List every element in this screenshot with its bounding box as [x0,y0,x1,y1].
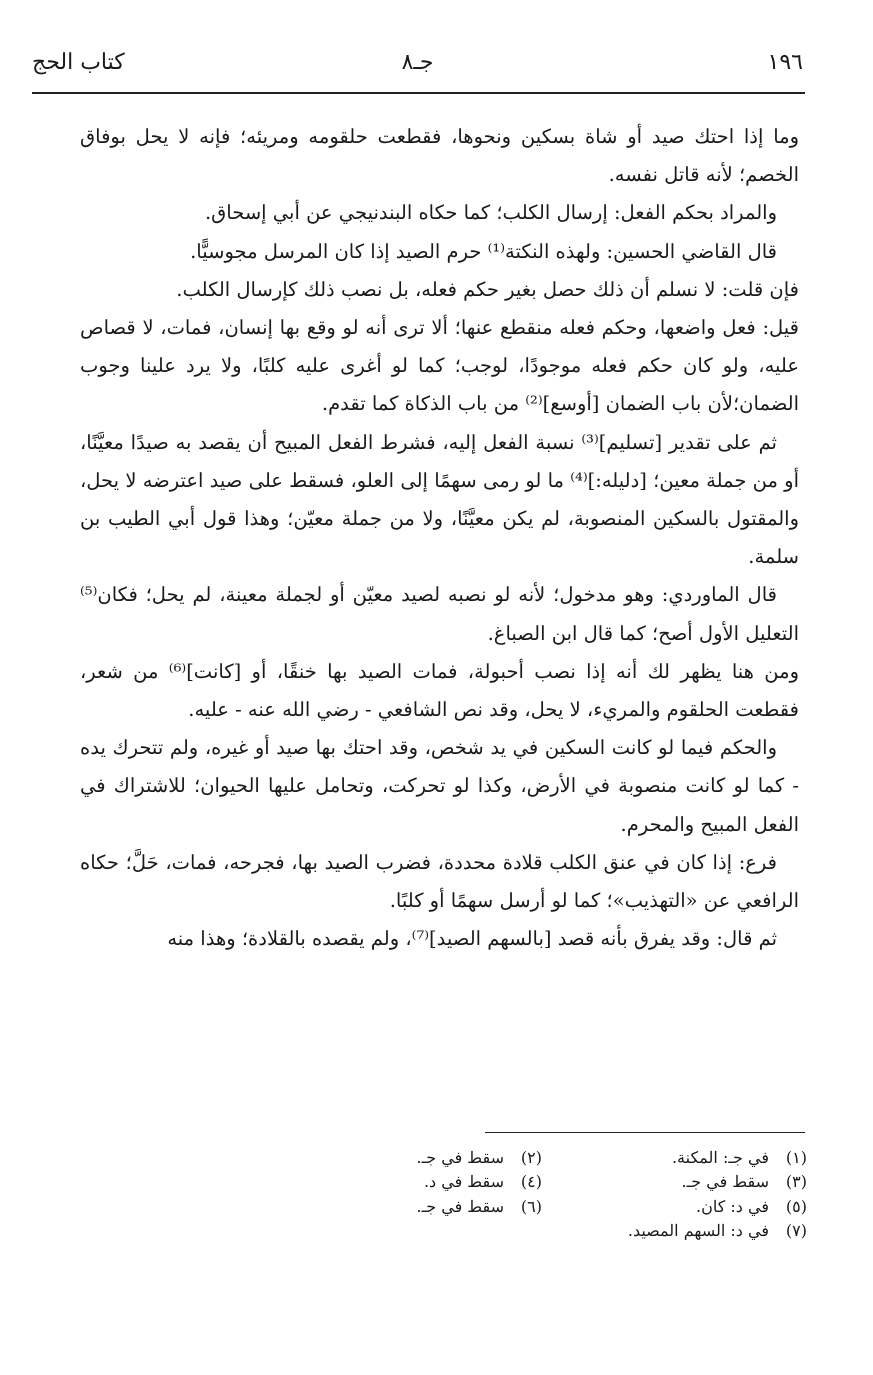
footnote-row [277,1195,807,1219]
footnote-divider [485,1132,805,1133]
footnote [542,1219,807,1243]
footnote-number: (٤) [520,1172,542,1192]
paragraph: فإن قلت: لا نسلم أن ذلك حصل بغير حكم فعله، بل نصب ذلك كإرسال الكلب. [176,277,799,301]
paragraph: فرع: إذا كان في عنق الكلب قلادة محددة، فضرب الصيد بها، فجرحه، فمات، حَلَّ؛ حكاه الرافعي عن «التهذيب»؛ كما لو أرسل سهمًا أو كلبًا. [80,850,799,913]
paragraph: وما إذا احتك صيد أو شاة بسكين ونحوها، فقطعت حلقومه ومريئه؛ فإنه لا يحل بوفاق الخصم؛ لأنه قاتل نفسه. [80,125,799,187]
volume-label: جـ٨ [401,50,434,75]
footnote-row [277,1146,807,1170]
header-divider [32,92,805,94]
paragraph: ثم قال: وقد يفرق بأنه قصد [بالسهم الصيد]⁽⁷⁾، ولم يقصده بالقلادة؛ وهذا منه [167,927,777,951]
footnote-text: سقط في جـ. [416,1196,504,1216]
paragraph: قال القاضي الحسين: ولهذه النكتة⁽¹⁾ حرم الصيد إذا كان المرسل مجوسيًّا. [190,239,777,263]
footnote-number: (٥) [785,1196,807,1216]
footnote [277,1195,542,1219]
paragraph: والحكم فيما لو كانت السكين في يد شخص، وقد احتك بها صيد أو غيره، ولم تتحرك يده - كما لو كانت منصوبة في الأرض، وكذا لو تحركت، وتحامل عليها الحيوان؛ للاشتراك في الفعل المبيح والمحرم. [80,736,799,836]
paragraph: ثم على تقدير [تسليم]⁽³⁾ نسبة الفعل إليه، فشرط الفعل المبيح أن يقصد به صيدًا معيَّنًا، أو من جملة معين؛ [دليله:]⁽⁴⁾ ما لو رمى سهمًا إلى العلو، فسقط على صيد اعترضه لا يحل، والمقتول بالسكين المنصوبة، لم يكن معيَّنًا، ولا من جملة معيّن؛ وهذا قول أبي الطيب بن سلمة. [80,430,799,569]
footnote-number: (٦) [520,1196,542,1216]
footnote [277,1170,542,1194]
page-number: ١٩٦ [767,50,803,75]
footnote-row [277,1170,807,1194]
footnote [542,1170,807,1194]
book-title: كتاب الحج [32,50,125,75]
paragraph: ومن هنا يظهر لك أنه إذا نصب أحبولة، فمات الصيد بها خنقًا، أو [كانت]⁽⁶⁾ من شعر، فقطعت الحلقوم والمريء، لا يحل، وقد نص الشافعي - رضي الله عنه - عليه. [80,659,799,722]
footnote-text: في جـ: المكنة. [671,1148,769,1167]
footnote-text: سقط في د. [423,1172,504,1192]
footnote [542,1195,807,1219]
footnote-text: سقط في جـ. [416,1148,504,1167]
footnote [542,1146,807,1170]
footnote-number: (٣) [785,1172,807,1192]
footnotes [277,1146,807,1244]
footnote-text: سقط في جـ. [681,1172,769,1192]
footnote-number: (٧) [785,1221,807,1241]
footnote-text: في د: السهم المصيد. [627,1221,769,1241]
footnote-number: (١) [785,1148,807,1167]
paragraph: قيل: فعل واضعها، وحكم فعله منقطع عنها؛ ألا ترى أنه لو وقع بها إنسان، فمات، لا قصاص عليه، ولو كان حكم فعله موجودًا، لوجب؛ كما لو أغرى عليه كلبًا، ولا يرد علينا وجوب الضمان؛لأن باب الضمان [أوسع]⁽²⁾ من باب الذكاة كما تقدم. [80,316,799,416]
footnote-row [277,1219,807,1243]
paragraph: قال الماوردي: وهو مدخول؛ لأنه لو نصبه لصيد معيّن أو لجملة معينة، لم يحل؛ فكان⁽⁵⁾ التعليل الأول أصح؛ كما قال ابن الصباغ. [80,583,799,645]
footnote [277,1146,542,1170]
footnote-text: في د: كان. [696,1196,769,1216]
page-header [32,48,803,88]
paragraph: والمراد بحكم الفعل: إرسال الكلب؛ كما حكاه البندنيجي عن أبي إسحاق. [204,201,777,225]
main-text [80,118,799,958]
footnote-number: (٢) [520,1148,542,1167]
